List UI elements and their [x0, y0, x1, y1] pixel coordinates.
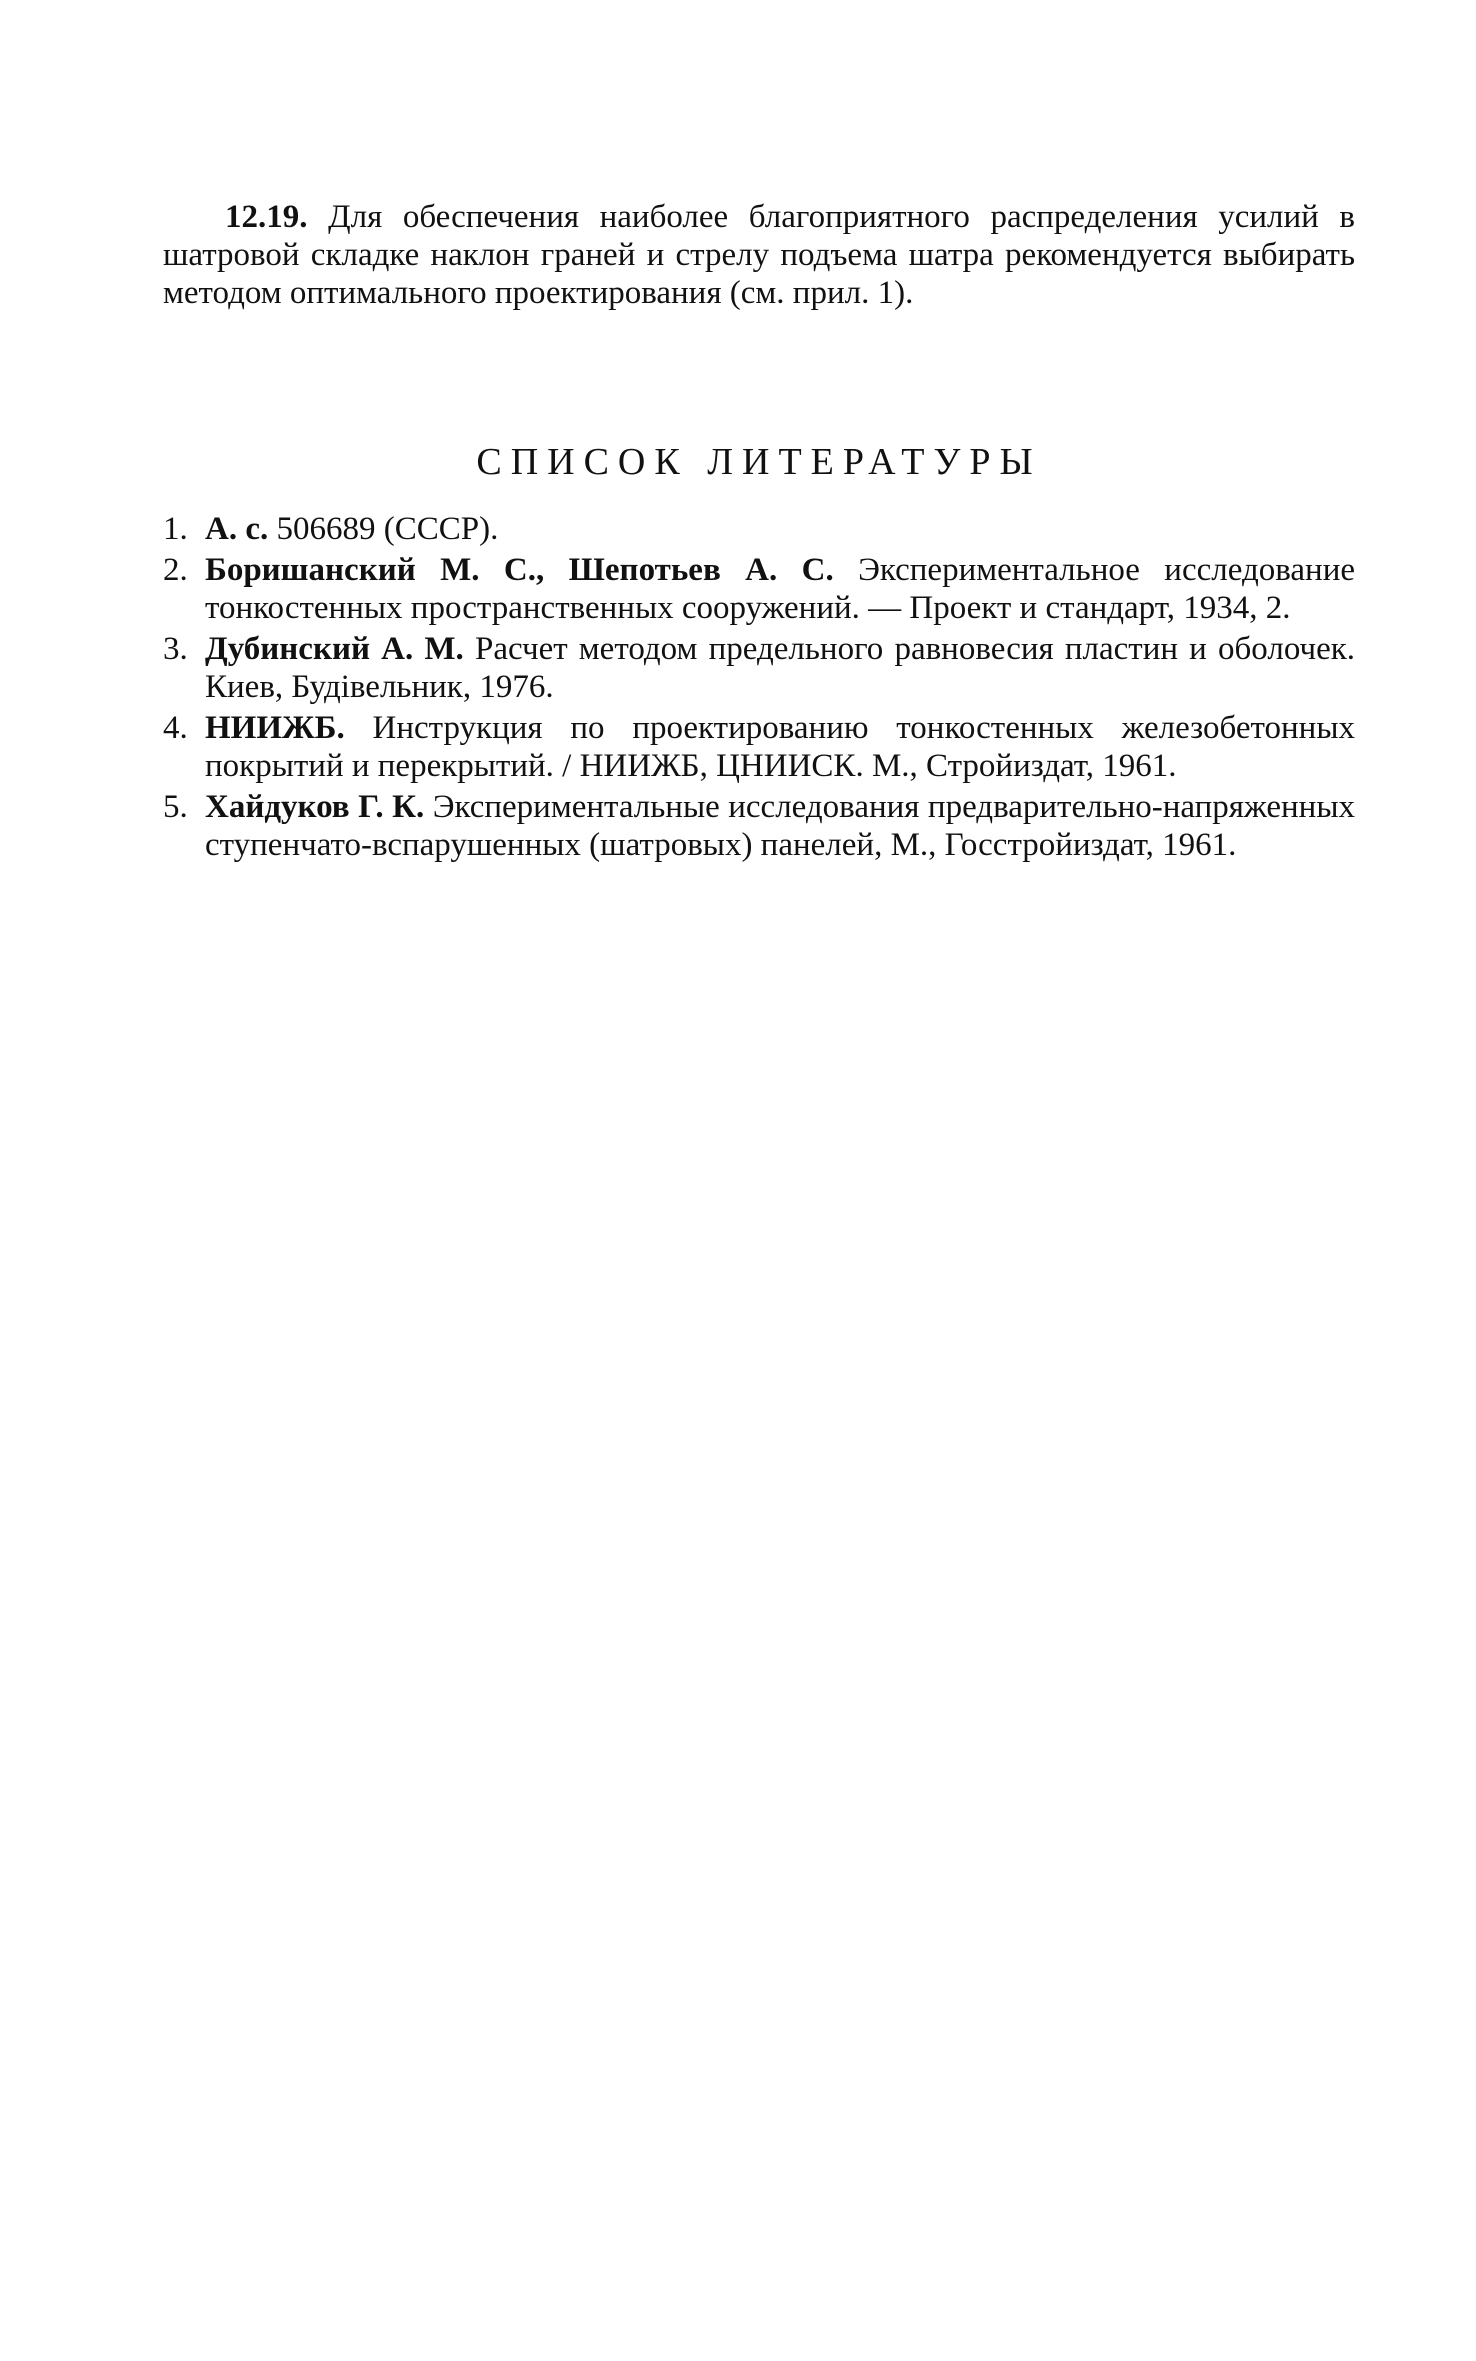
paragraph-12-19: [163, 198, 1355, 312]
reference-item: [163, 788, 1355, 864]
references-list: [163, 510, 1355, 867]
reference-author: Хайдуков Г. К.: [205, 789, 425, 825]
reference-author: Боришанский М. С., Шепотьев А. С.: [205, 552, 834, 588]
reference-text: Расчет методом предельного равновесия пластин и оболочек. Киев, Будівельник, 1976.: [205, 631, 1356, 705]
reference-text: 506689 (СССР).: [276, 511, 499, 547]
reference-item: [163, 510, 1355, 548]
reference-number: 2.: [163, 552, 188, 588]
reference-text: Экспериментальные исследования предварительно-напряженных ступенчато-вспарушенных (шатровых) панелей, М., Госстройиздат, 1961.: [205, 789, 1355, 863]
reference-author: А. с.: [205, 511, 269, 547]
reference-item: [163, 551, 1355, 627]
reference-author: Дубинский А. М.: [205, 631, 464, 667]
reference-author: НИИЖБ.: [205, 710, 345, 746]
reference-number: 5.: [163, 789, 188, 825]
reference-item: [163, 630, 1355, 706]
references-heading: СПИСОК ЛИТЕРАТУРЫ: [476, 441, 1042, 483]
reference-text: Экспериментальное исследование тонкостенных пространственных сооружений. — Проект и стандарт, 1934, 2.: [205, 552, 1355, 626]
paragraph-text: Для обеспечения наиболее благоприятного распределения усилий в шатровой складке наклон граней и стрелу подъема шатра рекомендуется выбирать методом оптимального проектирования (см. прил. 1).: [163, 199, 1355, 311]
reference-number: 1.: [163, 511, 188, 547]
reference-number: 3.: [163, 631, 188, 667]
reference-text: Инструкция по проектированию тонкостенных железобетонных покрытий и перекрытий. / НИИЖБ, ЦНИИСК. М., Стройиздат, 1961.: [205, 710, 1356, 784]
reference-item: [163, 709, 1355, 785]
reference-number: 4.: [163, 710, 188, 746]
paragraph-number: 12.19.: [225, 199, 308, 235]
